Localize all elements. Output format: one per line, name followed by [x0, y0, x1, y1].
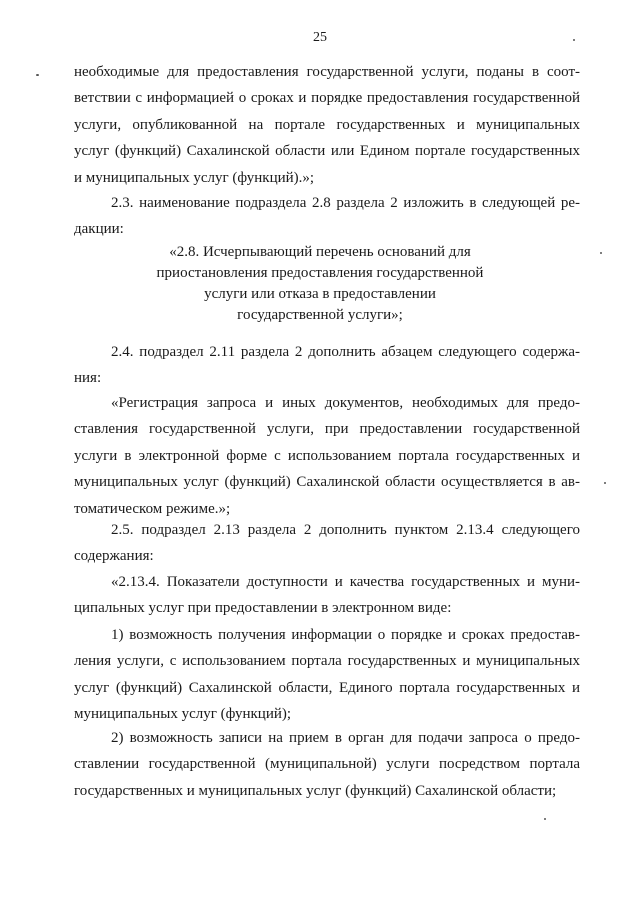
text-line: дакции: [74, 221, 124, 238]
text-line: ставления государственной услуги, при предоставлении государственной [74, 421, 580, 438]
text-line: услуг (функций) Сахалинской области, Единого портала государственных и [74, 679, 580, 696]
text-line: 2.5. подраздел 2.13 раздела 2 дополнить пунктом 2.13.4 следующего [111, 522, 580, 538]
heading-line: услуги или отказа в предоставлении [204, 286, 436, 302]
text-line: ставлении государственной (муниципальной) услуги посредством портала [74, 756, 580, 773]
paragraph-2-13-4 [74, 569, 580, 622]
text-line: услуги в электронной форме с использованием портала государственных и [74, 447, 580, 464]
section-heading-2-8 [120, 242, 520, 326]
paragraph-2-4 [74, 339, 580, 392]
text-line: ветствии с информацией о сроках и порядке предоставления государственной [74, 90, 580, 107]
scan-speck [600, 252, 602, 254]
scan-speck [573, 39, 575, 41]
paragraph-2-5 [74, 517, 580, 570]
heading-line: государственной услуги»; [237, 307, 403, 323]
text-line: «Регистрация запроса и иных документов, необходимых для предо- [111, 395, 580, 411]
text-line: услуги, опубликованной на портале государственных и муниципальных [74, 116, 580, 133]
scan-speck [544, 818, 546, 820]
text-line: государственных и муниципальных услуг (функций) Сахалинской области; [74, 782, 557, 799]
scan-speck [36, 74, 39, 76]
text-line: 2.4. подраздел 2.11 раздела 2 дополнить абзацем следующего содержа- [111, 344, 580, 360]
list-item-2 [74, 725, 580, 804]
list-item-1 [74, 622, 580, 728]
text-line: 2) возможность записи на прием в орган для подачи запроса о предо- [111, 730, 580, 746]
text-line: «2.13.4. Показатели доступности и качества государственных и муни- [111, 574, 580, 590]
text-line: необходимые для предоставления государственной услуги, поданы в соот- [74, 64, 580, 80]
heading-line: «2.8. Исчерпывающий перечень оснований для [169, 244, 471, 260]
scan-speck [604, 482, 606, 484]
text-line: услуг (функций) Сахалинской области или Едином портале государственных [74, 143, 580, 160]
text-line: муниципальных услуг (функций); [74, 706, 292, 723]
page-number: 25 [313, 30, 327, 45]
heading-line: приостановления предоставления государственной [156, 265, 484, 281]
text-line: ния: [74, 370, 102, 387]
text-line: 2.3. наименование подраздела 2.8 раздела 2 изложить в следующей ре- [111, 195, 580, 211]
text-line: и муниципальных услуг (функций).»; [74, 169, 315, 186]
text-line: 1) возможность получения информации о порядке и сроках предостав- [111, 627, 580, 643]
paragraph-continuation [74, 59, 580, 191]
paragraph-2-3 [74, 190, 580, 243]
text-line: ления услуги, с использованием портала государственных и муниципальных [74, 653, 580, 670]
text-line: муниципальных услуг (функций) Сахалинской области осуществляется в ав- [74, 474, 580, 491]
text-line: содержания: [74, 548, 154, 565]
paragraph-registration-quote [74, 390, 580, 522]
text-line: ципальных услуг при предоставлении в электронном виде: [74, 600, 452, 617]
text-line: томатическом режиме.»; [74, 500, 231, 517]
